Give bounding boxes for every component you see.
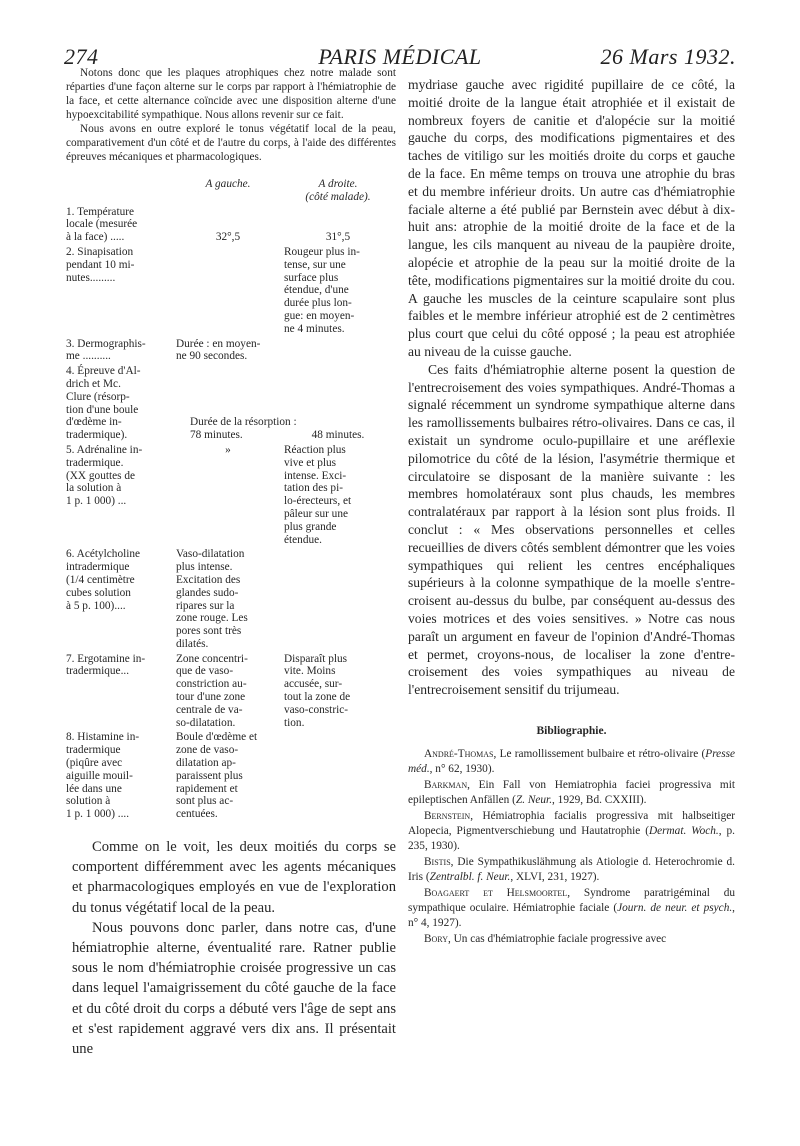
entry-tail: , n° 4, 1927). (408, 901, 735, 930)
author: Bistis (424, 855, 451, 868)
table-row-left: Zone concentri- que de vaso- constriction au- tour d'une zone centrale de va- so-dilatation. (176, 652, 248, 729)
table-row-test: 8. Histamine in- tradermique (piqûre avec aiguille mouil- lée dans une solution à 1 p. 1 000) .... (66, 731, 140, 821)
entry-text: , Hémiatrophia facialis progressiva mit halbseitiger Alopecia, Pigmentverschiebung und Hautatrophie ( (408, 809, 735, 837)
entry-text: , Ein Fall von Hemiatrophia faciei progressiva mit epileptischen Anfällen ( (408, 778, 735, 807)
table-row-left: 78 minutes. (190, 429, 243, 442)
paragraph: Nous avons en outre exploré le tonus végétatif local de la peau, comparativement d'un côté et de l'autre du corps, à l'aide des différentes épreuves mécaniques et pharmacologiques. (66, 123, 396, 163)
paragraph: Nous pouvons donc parler, dans notre cas, d'une hémiatrophie alterne, éventualité rare. Ratner publie sous le nom d'hémiatrophie croisée progressive un cas dans lequel l'amaigrissement du côté gauche de la face et du côté droit du corps a débuté vers l'âge de sept ans et s'est rapidement aggravé vers dix ans. Il présentait une (72, 919, 396, 1058)
table-row-right: 48 minutes. (311, 429, 365, 442)
table-row-test: 2. Sinapisation pendant 10 mi- nutes......... (66, 245, 135, 284)
table-row-left: Durée : en moyen- ne 90 secondes. (176, 337, 261, 363)
column-header-right: A droite. (côté malade). (305, 178, 371, 203)
table-row-left: Boule d'œdème et zone de vaso- dilatation ap- paraissent plus rapidement et sont plus ac- centuées. (176, 731, 258, 821)
column-header-blank (66, 178, 176, 204)
bibliography-entry (408, 778, 735, 809)
bibliography-title: Bibliographie. (536, 724, 607, 737)
author: Boagaert et Helsmoortel (424, 886, 568, 899)
bibliography-entry (408, 886, 735, 932)
entry-text: , Un cas d'hémiatrophie faciale progressive avec (447, 932, 667, 945)
entry-tail: , 1929, Bd. CXXIII). (552, 794, 647, 807)
table-row-test: 7. Ergotamine in- tradermique... (66, 652, 146, 678)
entry-tail: , n° 62, 1930). (429, 763, 495, 776)
bibliography-entry (408, 809, 735, 855)
source: Presse méd. (408, 747, 735, 776)
column-header-left: A gauche. (205, 178, 251, 190)
table-row-left: Vaso-dilatation plus intense. Excitation des glandes sudo- ripares sur la zone rouge. Les pores sont très dilatés. (176, 548, 248, 650)
bibliography-entry (408, 932, 735, 947)
paragraph: Ces faits d'hémiatrophie alterne posent la question de l'entrecroisement des voies sympathiques. André-Thomas a signalé récemment un syndrome sympathique alterne dans les ramollissements bulbaires rétro-olivaires. Dans ce cas, il existait un syndrome oculo-pupillaire et une aréflexie pilomotrice du côté de la lésion, l'asymétrie thermique et circulatoire se disposant de la manière suivante : les membres homolatéraux sont plus chauds, les membres contralatéraux par rapport à la lésion sont plus froids. Il conclut : « Mes observations personnelles et celles recueillies de divers côtés semblent démontrer que les voies sympathiques qui relient les centres encéphaliques supérieurs à la colonne sympathique de la moelle s'entre-croisent au-dessus du bulbe, par conséquent au-dessus des voies motrices et des voies sensitives. » Notre cas nous paraît un argument en faveur de l'opinion d'André-Thomas et permet, croyons-nous, de localiser la zone d'entre-croisement des voies sympathiques au niveau de l'entrecroisement sensitif du trijumeau. (408, 361, 735, 698)
source: Z. Neur. (515, 794, 553, 807)
bibliography-entry (408, 747, 735, 778)
table-row-test: 4. Épreuve d'Al- drich et Mc. Clure (résorp- tion d'une boule d'œdème in- tradermique). (66, 365, 141, 442)
table-row-test: 1. Température locale (mesurée à la face) ..... (66, 205, 138, 244)
paragraph: mydriase gauche avec rigidité pupillaire de ce côté, la moitié droite de la langue était atrophiée et il existait de nombreux foyers de canitie et d'alopécie sur la moitié gauche du corps, des modifications pigmentaires et des taches de vitiligo sur les moitiés droite du corps et gauche de la face. En même temps on trouva une atrophie du bras et du membre inférieur droits. Un autre cas d'hémiatrophie faciale alterne a été publié par Bernstein avec début à dix-huit ans: atrophie de la moitié droite de la face et de la langue, les cils manquent au niveau de la paupière droite, alopécie et atrophie de la peau sur la moitié droite de la tête, modifications pigmentaires sur la moitié droite du cou. A gauche les muscles de la ceinture scapulaire sont plus faibles et le membre inférieur atrophié est de 2 centimètres plus court que celui du côté opposé ; la peau est atrophiée au niveau de la cuisse gauche. (408, 77, 735, 359)
issue-date: 26 Mars 1932. (600, 44, 736, 69)
paragraph: Notons donc que les plaques atrophiques chez notre malade sont réparties d'une façon alterne sur le corps par rapport à l'hémiatrophie de la face, et cette alternance coïncide avec une disposition alterne d'une hypoexcitabilité sympathique. Nous allons revenir sur ce fait. (66, 67, 396, 121)
paragraph: Comme on le voit, les deux moitiés du corps se comportent différemment avec les agents mécaniques et pharmacologiques employés en vue de l'exploration du tonus végétatif local de la peau. (72, 839, 396, 916)
left-intro (66, 66, 396, 164)
table-row-value-pair (176, 429, 396, 442)
table-row-right (284, 731, 396, 821)
author: André-Thomas (424, 747, 494, 760)
entry-text: , Die Sympathikuslähmung als Atiologie d. Heterochromie d. Iris ( (408, 855, 735, 884)
source: Zentralbl. f. Neur. (429, 871, 511, 884)
entry-tail: , XLVI, 231, 1927). (510, 871, 600, 884)
table-row-left (176, 246, 284, 336)
left-closing (66, 837, 396, 1059)
entry-text: , Le ramollissement bulbaire et rétro-olivaire ( (493, 747, 706, 760)
table-row-left: » (225, 443, 231, 456)
right-column (408, 76, 735, 947)
table-row-left-label: Durée de la résorption : (190, 416, 297, 429)
table-row-right (284, 338, 396, 364)
author: Bernstein (424, 809, 471, 822)
table-row-test: 5. Adrénaline in- tradermique. (XX gouttes de la solution à 1 p. 1 000) ... (66, 443, 143, 508)
entry-text: , Syndrome paratrigéminal du sympathique oculaire. Hémiatrophie faciale ( (408, 886, 736, 914)
entry-tail: , p. 235, 1930). (408, 824, 735, 853)
table-row-left: 32°,5 (215, 231, 241, 244)
source: Journ. de neur. et psych. (617, 901, 733, 914)
author: Barkman (424, 778, 468, 791)
table-row-values (176, 416, 396, 442)
bibliography-entry (408, 855, 735, 886)
table-row-right: Réaction plus vive et plus intense. Exci- tation des pi- lo-érecteurs, et pâleur sur une plus grande étendue. (284, 443, 352, 546)
table-row-test: 3. Dermographis- me .......... (66, 337, 146, 363)
table-row-right: Disparaît plus vite. Moins accusée, sur- tout la zone de vaso-constric- tion. (284, 652, 351, 729)
table-row-right (284, 548, 396, 650)
page-number: 274 (64, 44, 99, 69)
table-row-right: Rougeur plus in- tense, sur une surface plus étendue, d'une durée plus lon- gue: en moyen- ne 4 minutes. (284, 245, 360, 335)
source: Dermat. Woch. (648, 824, 719, 837)
table-row-right: 31°,5 (325, 231, 351, 244)
left-column (66, 66, 396, 1059)
bibliography-list (408, 747, 735, 947)
author: Bory (424, 932, 448, 945)
test-results-table (66, 178, 396, 821)
table-row-test: 6. Acétylcholine intradermique (1/4 centimètre cubes solution à 5 p. 100).... (66, 548, 141, 612)
journal-title: PARIS MÉDICAL (318, 44, 482, 69)
